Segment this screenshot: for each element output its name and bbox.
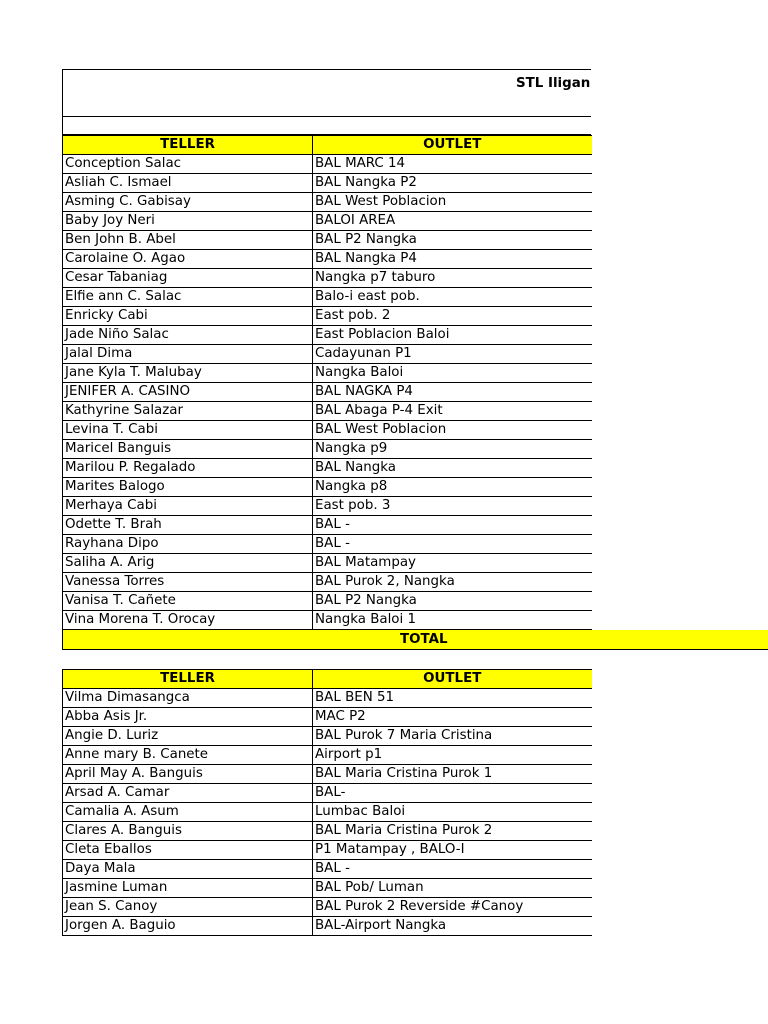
- teller-cell[interactable]: JENIFER A. CASINO: [63, 383, 313, 402]
- table-row: [63, 803, 592, 822]
- teller-cell[interactable]: Jalal Dima: [63, 345, 313, 364]
- outlet-cell[interactable]: BAL Purok 7 Maria Cristina: [313, 727, 592, 746]
- teller-cell[interactable]: Maricel Banguis: [63, 440, 313, 459]
- teller-cell[interactable]: Cesar Tabaniag: [63, 269, 313, 288]
- teller-cell[interactable]: Anne mary B. Canete: [63, 746, 313, 765]
- teller-table-1-body: [63, 155, 592, 630]
- teller-cell[interactable]: Clares A. Banguis: [63, 822, 313, 841]
- outlet-cell[interactable]: BAL Matampay: [313, 554, 592, 573]
- outlet-cell[interactable]: BAL -: [313, 860, 592, 879]
- table-row: [63, 478, 592, 497]
- table-row: [63, 288, 592, 307]
- table-row: [63, 383, 592, 402]
- table-row: [63, 689, 592, 708]
- table-row: [63, 860, 592, 879]
- teller-cell[interactable]: Cleta Eballos: [63, 841, 313, 860]
- table-row: [63, 459, 592, 478]
- table-row: [63, 746, 592, 765]
- outlet-cell[interactable]: Airport p1: [313, 746, 592, 765]
- table-row: [63, 822, 592, 841]
- teller-cell[interactable]: Abba Asis Jr.: [63, 708, 313, 727]
- outlet-column-header[interactable]: OUTLET: [313, 670, 592, 689]
- table-row: [63, 174, 592, 193]
- teller-cell[interactable]: Odette T. Brah: [63, 516, 313, 535]
- outlet-cell[interactable]: BAL -: [313, 516, 592, 535]
- table-row: [63, 364, 592, 383]
- outlet-cell[interactable]: Nangka Baloi 1: [313, 611, 592, 630]
- table-row: [63, 516, 592, 535]
- teller-cell[interactable]: Asliah C. Ismael: [63, 174, 313, 193]
- teller-cell[interactable]: Ben John B. Abel: [63, 231, 313, 250]
- teller-cell[interactable]: Vanessa Torres: [63, 573, 313, 592]
- table-row: [63, 231, 592, 250]
- sheet-title: STL Iligan: [516, 76, 591, 91]
- outlet-cell[interactable]: BAL P2 Nangka: [313, 231, 592, 250]
- table-row: [63, 592, 592, 611]
- teller-cell[interactable]: Jane Kyla T. Malubay: [63, 364, 313, 383]
- teller-cell[interactable]: April May A. Banguis: [63, 765, 313, 784]
- teller-table-2-body: [63, 689, 592, 936]
- outlet-cell[interactable]: BAL Nangka: [313, 459, 592, 478]
- header-row: [63, 670, 592, 689]
- teller-cell[interactable]: Merhaya Cabi: [63, 497, 313, 516]
- teller-cell[interactable]: Saliha A. Arig: [63, 554, 313, 573]
- table-row: [63, 898, 592, 917]
- table-row: [63, 554, 592, 573]
- outlet-cell[interactable]: BAL West Poblacion: [313, 193, 592, 212]
- outlet-cell[interactable]: East pob. 2: [313, 307, 592, 326]
- outlet-cell[interactable]: Nangka Baloi: [313, 364, 592, 383]
- outlet-cell[interactable]: Lumbac Baloi: [313, 803, 592, 822]
- table-row: [63, 497, 592, 516]
- table-row: [63, 765, 592, 784]
- outlet-cell[interactable]: East pob. 3: [313, 497, 592, 516]
- title-block: [62, 69, 591, 135]
- teller-cell[interactable]: Jean S. Canoy: [63, 898, 313, 917]
- teller-column-header[interactable]: TELLER: [63, 670, 313, 689]
- outlet-cell[interactable]: BAL Nangka P4: [313, 250, 592, 269]
- outlet-cell[interactable]: Nangka p9: [313, 440, 592, 459]
- teller-cell[interactable]: Arsad A. Camar: [63, 784, 313, 803]
- outlet-cell[interactable]: BAL NAGKA P4: [313, 383, 592, 402]
- outlet-cell[interactable]: BAL MARC 14: [313, 155, 592, 174]
- outlet-cell[interactable]: BAL-: [313, 784, 592, 803]
- teller-cell[interactable]: Marilou P. Regalado: [63, 459, 313, 478]
- table-row: [63, 440, 592, 459]
- outlet-column-header[interactable]: OUTLET: [313, 136, 592, 155]
- teller-cell[interactable]: Enricky Cabi: [63, 307, 313, 326]
- table-row: [63, 269, 592, 288]
- table-row: [63, 573, 592, 592]
- teller-cell[interactable]: Baby Joy Neri: [63, 212, 313, 231]
- outlet-cell[interactable]: BAL West Poblacion: [313, 421, 592, 440]
- teller-cell[interactable]: Angie D. Luriz: [63, 727, 313, 746]
- table-row: [63, 345, 592, 364]
- outlet-cell[interactable]: BAL -: [313, 535, 592, 554]
- outlet-cell[interactable]: BAL BEN 51: [313, 689, 592, 708]
- teller-cell[interactable]: Vanisa T. Cañete: [63, 592, 313, 611]
- teller-cell[interactable]: Asming C. Gabisay: [63, 193, 313, 212]
- outlet-cell[interactable]: BAL Maria Cristina Purok 2: [313, 822, 592, 841]
- teller-cell[interactable]: Rayhana Dipo: [63, 535, 313, 554]
- table-row: [63, 611, 592, 630]
- teller-cell[interactable]: Marites Balogo: [63, 478, 313, 497]
- total-row[interactable]: [62, 630, 768, 650]
- outlet-cell[interactable]: MAC P2: [313, 708, 592, 727]
- table-row: [63, 841, 592, 860]
- outlet-cell[interactable]: BAL Purok 2, Nangka: [313, 573, 592, 592]
- table-row: [63, 326, 592, 345]
- teller-cell[interactable]: Elfie ann C. Salac: [63, 288, 313, 307]
- outlet-cell[interactable]: BALOI AREA: [313, 212, 592, 231]
- outlet-cell[interactable]: BAL Nangka P2: [313, 174, 592, 193]
- outlet-cell[interactable]: Balo-i east pob.: [313, 288, 592, 307]
- outlet-cell[interactable]: BAL-Airport Nangka: [313, 917, 592, 936]
- outlet-cell[interactable]: Nangka p8: [313, 478, 592, 497]
- teller-cell[interactable]: Levina T. Cabi: [63, 421, 313, 440]
- teller-table-1: [62, 135, 592, 630]
- table-row: [63, 250, 592, 269]
- teller-column-header[interactable]: TELLER: [63, 136, 313, 155]
- outlet-cell[interactable]: BAL Abaga P-4 Exit: [313, 402, 592, 421]
- table-row: [63, 421, 592, 440]
- table-row: [63, 193, 592, 212]
- spreadsheet: [62, 69, 768, 936]
- table-row: [63, 535, 592, 554]
- teller-table-2: [62, 669, 592, 936]
- outlet-cell[interactable]: BAL Pob/ Luman: [313, 879, 592, 898]
- teller-cell[interactable]: Vilma Dimasangca: [63, 689, 313, 708]
- outlet-cell[interactable]: BAL Purok 2 Reverside #Canoy: [313, 898, 592, 917]
- table-row: [63, 917, 592, 936]
- outlet-cell[interactable]: BAL P2 Nangka: [313, 592, 592, 611]
- outlet-cell[interactable]: East Poblacion Baloi: [313, 326, 592, 345]
- table-row: [63, 727, 592, 746]
- total-label: TOTAL: [400, 632, 448, 647]
- table-row: [63, 402, 592, 421]
- teller-cell[interactable]: Jasmine Luman: [63, 879, 313, 898]
- table-row: [63, 307, 592, 326]
- spacer-row: [62, 650, 768, 669]
- table-row: [63, 784, 592, 803]
- teller-cell[interactable]: Kathyrine Salazar: [63, 402, 313, 421]
- outlet-cell[interactable]: BAL Maria Cristina Purok 1: [313, 765, 592, 784]
- teller-cell[interactable]: Jade Niño Salac: [63, 326, 313, 345]
- outlet-cell[interactable]: Nangka p7 taburo: [313, 269, 592, 288]
- teller-cell[interactable]: Conception Salac: [63, 155, 313, 174]
- table-row: [63, 879, 592, 898]
- outlet-cell[interactable]: P1 Matampay , BALO-I: [313, 841, 592, 860]
- teller-cell[interactable]: Camalia A. Asum: [63, 803, 313, 822]
- header-row: [63, 136, 592, 155]
- teller-cell[interactable]: Jorgen A. Baguio: [63, 917, 313, 936]
- total-cell-left: [62, 630, 591, 649]
- title-divider: [63, 116, 591, 117]
- table-row: [63, 155, 592, 174]
- teller-cell[interactable]: Daya Mala: [63, 860, 313, 879]
- table-row: [63, 212, 592, 231]
- teller-cell[interactable]: Carolaine O. Agao: [63, 250, 313, 269]
- table-row: [63, 708, 592, 727]
- teller-cell[interactable]: Vina Morena T. Orocay: [63, 611, 313, 630]
- outlet-cell[interactable]: Cadayunan P1: [313, 345, 592, 364]
